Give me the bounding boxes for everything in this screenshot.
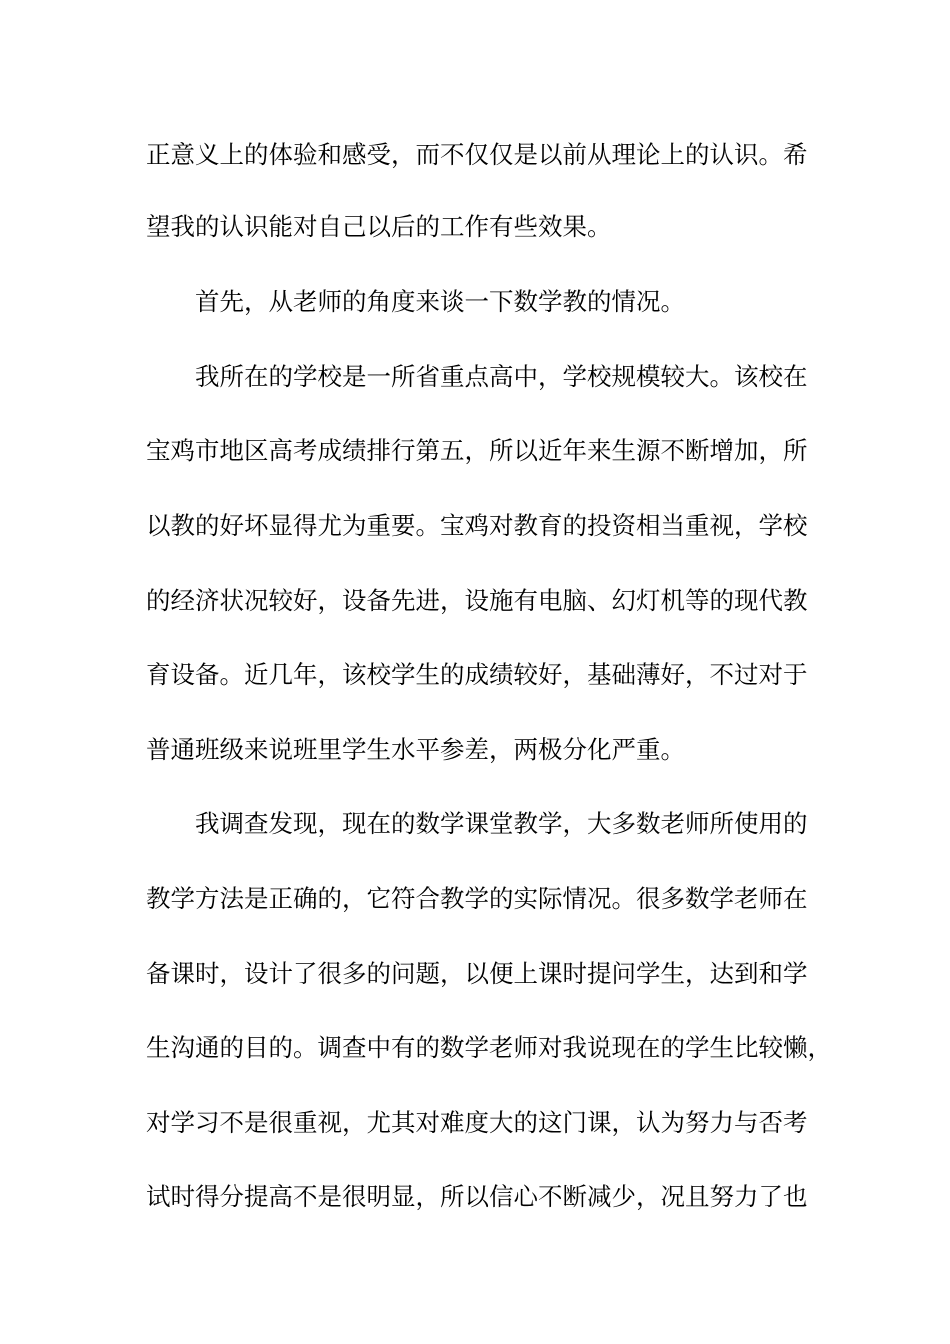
text-line: 生沟通的目的。调查中有的数学老师对我说现在的学生比较懒，: [146, 1033, 832, 1062]
paragraph-first-line: 我所在的学校是一所省重点高中，学校规模较大。该校在: [195, 362, 808, 391]
text-line: 望我的认识能对自己以后的工作有些效果。: [146, 212, 612, 241]
text-line: 正意义上的体验和感受，而不仅仅是以前从理论上的认识。希: [146, 140, 808, 169]
text-line: 以教的好坏显得尤为重要。宝鸡对教育的投资相当重视，学校: [146, 511, 808, 540]
paragraph-first-line: 我调查发现，现在的数学课堂教学，大多数老师所使用的: [195, 809, 808, 838]
paragraph-first-line: 首先，从老师的角度来谈一下数学教的情况。: [195, 287, 685, 316]
text-line: 的经济状况较好，设备先进，设施有电脑、幻灯机等的现代教: [146, 586, 808, 615]
text-line: 备课时，设计了很多的问题，以便上课时提问学生，达到和学: [146, 959, 808, 988]
text-line: 对学习不是很重视，尤其对难度大的这门课，认为努力与否考: [146, 1108, 808, 1137]
text-line: 宝鸡市地区高考成绩排行第五，所以近年来生源不断增加，所: [146, 436, 808, 465]
text-line: 普通班级来说班里学生水平参差，两极分化严重。: [146, 735, 685, 764]
text-line: 教学方法是正确的，它符合教学的实际情况。很多数学老师在: [146, 884, 808, 913]
text-line: 试时得分提高不是很明显，所以信心不断减少，况且努力了也: [146, 1182, 808, 1211]
text-line: 育设备。近几年，该校学生的成绩较好，基础薄好，不过对于: [146, 660, 808, 689]
